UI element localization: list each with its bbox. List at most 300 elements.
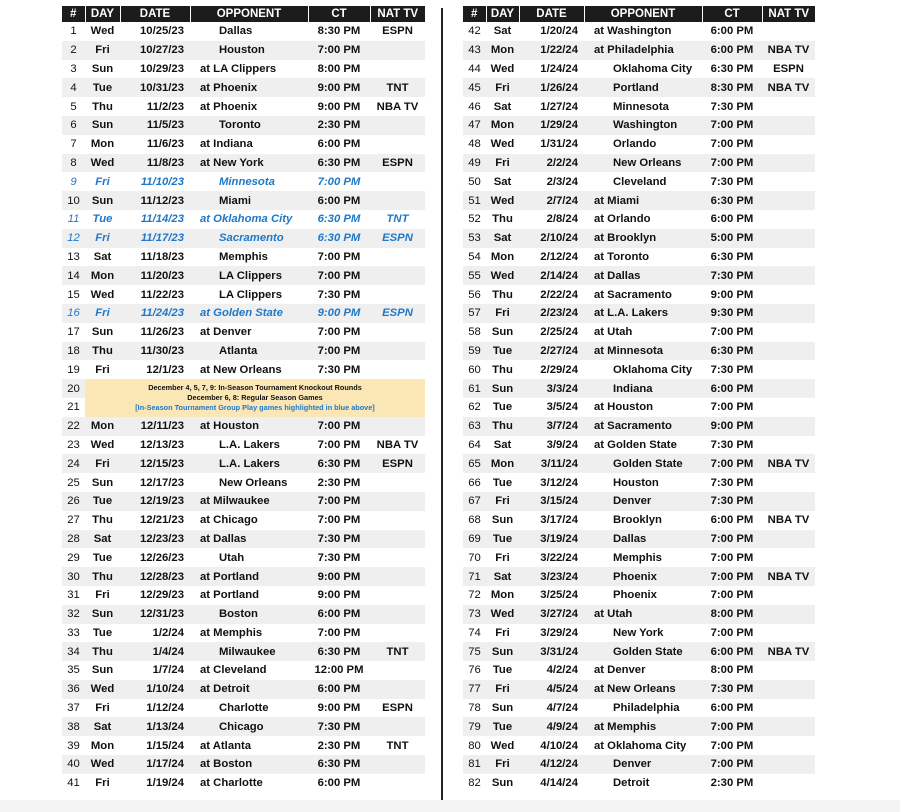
game-nat-tv: ESPN	[370, 229, 425, 248]
table-row	[463, 436, 815, 455]
game-nat-tv	[762, 699, 815, 718]
game-date: 2/12/24	[540, 250, 578, 263]
game-number: 26	[62, 492, 85, 511]
game-time: 7:00 PM	[702, 567, 762, 586]
game-number: 60	[468, 363, 481, 376]
game-date: 4/5/24	[519, 680, 584, 699]
table-row	[463, 454, 815, 473]
game-time: 7:00 PM	[317, 438, 361, 451]
game-opponent: at Denver	[594, 664, 646, 677]
table-row	[62, 436, 425, 455]
game-day: Sun	[91, 326, 114, 339]
game-number: 48	[468, 138, 481, 151]
game-date: 3/5/24	[546, 401, 578, 414]
game-time: 7:00 PM	[710, 326, 754, 339]
table-row	[62, 172, 425, 191]
game-nat-tv	[762, 680, 815, 699]
table-row	[62, 567, 425, 586]
game-opponent: at Dallas	[584, 266, 702, 285]
table-header-row	[463, 6, 815, 22]
game-time: 7:30 PM	[710, 175, 754, 188]
table-row	[62, 417, 425, 436]
game-day: Tue	[486, 717, 519, 736]
game-number: 72	[468, 589, 481, 602]
game-time: 6:00 PM	[308, 605, 370, 624]
game-date: 3/17/24	[540, 514, 578, 527]
game-day: Tue	[486, 530, 519, 549]
game-time: 7:00 PM	[317, 250, 361, 263]
game-opponent: Atlanta	[190, 342, 308, 361]
game-date: 1/26/24	[519, 78, 584, 97]
game-date: 3/25/24	[540, 589, 578, 602]
game-opponent: at Phoenix	[200, 100, 258, 113]
game-number: 43	[463, 41, 486, 60]
game-number: 3	[70, 62, 77, 75]
game-number: 34	[62, 642, 85, 661]
game-date: 12/26/23	[140, 551, 184, 564]
note-line3: [In-Season Tournament Group Play games highlighted in blue above]	[135, 402, 375, 412]
header-ct: CT	[702, 6, 762, 22]
game-date: 1/24/24	[540, 62, 578, 75]
game-date: 3/19/24	[519, 530, 584, 549]
game-nat-tv: NBA TV	[376, 438, 419, 451]
column-divider	[441, 8, 443, 804]
game-day: Fri	[85, 304, 120, 323]
table-row	[463, 624, 815, 643]
game-time: 6:30 PM	[702, 191, 762, 210]
game-number: 40	[62, 755, 85, 774]
game-date: 1/17/24	[120, 755, 190, 774]
game-number: 24	[62, 454, 85, 473]
game-nat-tv	[762, 736, 815, 755]
game-nat-tv	[762, 248, 815, 267]
game-opponent: at Portland	[200, 589, 259, 602]
table-row	[463, 154, 815, 173]
table-row	[62, 360, 425, 379]
table-row	[463, 248, 815, 267]
game-date: 2/25/24	[540, 326, 578, 339]
game-day: Thu	[492, 363, 513, 376]
table-row	[463, 473, 815, 492]
table-row	[463, 304, 815, 323]
game-date: 2/8/24	[546, 213, 578, 226]
game-date: 11/6/23	[146, 138, 184, 151]
header-ct: CT	[308, 6, 370, 22]
game-opponent: Sacramento	[190, 229, 308, 248]
game-opponent: New Orleans	[219, 476, 288, 489]
game-date: 3/27/24	[519, 605, 584, 624]
game-number: 8	[62, 154, 85, 173]
game-date: 12/15/23	[120, 454, 190, 473]
game-opponent: Miami	[190, 191, 308, 210]
game-date: 12/31/23	[120, 605, 190, 624]
game-day: Sun	[91, 62, 114, 75]
game-time: 7:00 PM	[702, 116, 762, 135]
game-opponent: at Sacramento	[584, 417, 702, 436]
table-row	[62, 304, 425, 323]
table-row	[463, 285, 815, 304]
game-time: 7:30 PM	[317, 288, 361, 301]
game-opponent: at Memphis	[584, 717, 702, 736]
game-time: 9:00 PM	[317, 100, 361, 113]
game-date: 10/27/23	[120, 41, 190, 60]
game-opponent: Chicago	[190, 717, 308, 736]
game-time: 9:00 PM	[317, 589, 361, 602]
game-time: 8:30 PM	[317, 25, 361, 38]
table-row	[62, 774, 425, 793]
header-num: #	[463, 6, 486, 22]
page-bottom-bar	[0, 800, 900, 812]
game-time: 6:30 PM	[308, 454, 370, 473]
game-number: 59	[463, 342, 486, 361]
table-row	[62, 342, 425, 361]
game-opponent: Memphis	[219, 250, 268, 263]
game-time: 6:00 PM	[710, 514, 754, 527]
game-date: 12/11/23	[120, 417, 190, 436]
tournament-note	[85, 379, 425, 417]
table-row	[463, 548, 815, 567]
table-row	[463, 229, 815, 248]
game-nat-tv	[762, 586, 815, 605]
game-day: Sun	[486, 379, 519, 398]
game-day: Wed	[486, 191, 519, 210]
game-nat-tv	[370, 116, 425, 135]
game-time: 7:00 PM	[710, 401, 754, 414]
game-nat-tv	[762, 266, 815, 285]
game-date: 3/12/24	[540, 476, 578, 489]
table-row	[62, 191, 425, 210]
game-nat-tv: ESPN	[382, 702, 413, 715]
game-day: Wed	[85, 154, 120, 173]
game-nat-tv	[370, 266, 425, 285]
game-nat-tv	[762, 116, 815, 135]
game-day: Wed	[486, 266, 519, 285]
table-row	[463, 755, 815, 774]
table-row	[463, 398, 815, 417]
game-date: 1/7/24	[152, 664, 184, 677]
game-opponent: at Boston	[190, 755, 308, 774]
game-time: 6:30 PM	[710, 250, 754, 263]
table-row	[62, 229, 425, 248]
game-opponent: Philadelphia	[613, 702, 680, 715]
game-opponent: at Toronto	[594, 250, 650, 263]
game-nat-tv	[762, 755, 815, 774]
game-nat-tv	[370, 661, 425, 680]
game-opponent: Washington	[584, 116, 702, 135]
game-number: 20	[62, 379, 85, 398]
game-day: Tue	[92, 551, 113, 564]
game-nat-tv	[370, 417, 425, 436]
game-day: Wed	[90, 25, 115, 38]
game-day: Tue	[486, 342, 519, 361]
game-number: 27	[67, 514, 80, 527]
table-row	[463, 736, 815, 755]
game-date: 3/31/24	[519, 642, 584, 661]
game-day: Sun	[85, 191, 120, 210]
game-date: 12/23/23	[120, 530, 190, 549]
table-row	[463, 41, 815, 60]
game-number: 62	[468, 401, 481, 414]
game-nat-tv	[762, 342, 815, 361]
game-date: 1/27/24	[540, 100, 578, 113]
game-opponent: at Atlanta	[200, 739, 252, 752]
table-row	[463, 172, 815, 191]
game-opponent: Denver	[584, 492, 702, 511]
game-number: 38	[62, 717, 85, 736]
game-time: 7:00 PM	[702, 154, 762, 173]
game-number: 31	[67, 589, 80, 602]
table-row	[62, 661, 425, 680]
game-day: Mon	[90, 739, 115, 752]
table-row	[62, 605, 425, 624]
game-nat-tv	[370, 60, 425, 79]
game-number: 15	[67, 288, 80, 301]
table-row	[62, 135, 425, 154]
game-opponent: Utah	[219, 551, 245, 564]
game-opponent: Phoenix	[584, 567, 702, 586]
game-opponent: Phoenix	[613, 589, 657, 602]
game-date: 12/13/23	[140, 438, 184, 451]
game-time: 7:30 PM	[702, 492, 762, 511]
game-date: 3/23/24	[519, 567, 584, 586]
game-opponent: at New Orleans	[584, 680, 702, 699]
game-number: 33	[67, 626, 80, 639]
game-date: 10/29/23	[140, 62, 184, 75]
table-row	[62, 530, 425, 549]
game-number: 21	[67, 401, 80, 414]
game-number: 13	[67, 250, 80, 263]
game-nat-tv	[370, 605, 425, 624]
game-opponent: at Charlotte	[200, 777, 263, 790]
game-time: 7:00 PM	[308, 492, 370, 511]
table-row	[463, 661, 815, 680]
game-time: 7:30 PM	[710, 363, 754, 376]
game-time: 2:30 PM	[710, 777, 754, 790]
game-time: 7:00 PM	[702, 530, 762, 549]
game-day: Mon	[486, 116, 519, 135]
game-nat-tv	[370, 717, 425, 736]
game-day: Fri	[486, 304, 519, 323]
game-day: Fri	[486, 154, 519, 173]
game-nat-tv	[762, 717, 815, 736]
game-time: 9:00 PM	[308, 304, 370, 323]
game-date: 2/3/24	[546, 175, 578, 188]
game-opponent: Orlando	[613, 138, 657, 151]
game-nat-tv: TNT	[386, 739, 409, 752]
game-day: Sun	[91, 476, 114, 489]
game-number: 78	[468, 702, 481, 715]
game-number: 64	[468, 438, 481, 451]
game-number: 47	[463, 116, 486, 135]
game-time: 7:30 PM	[710, 476, 754, 489]
game-time: 7:00 PM	[710, 551, 754, 564]
game-opponent: at Golden State	[594, 438, 677, 451]
table-row	[62, 22, 425, 41]
game-opponent: at Minnesota	[584, 342, 702, 361]
game-nat-tv: ESPN	[382, 25, 413, 38]
game-nat-tv: NBA TV	[762, 78, 815, 97]
table-row	[62, 586, 425, 605]
table-row	[62, 624, 425, 643]
game-day: Thu	[92, 100, 113, 113]
game-opponent: Golden State	[584, 642, 702, 661]
game-opponent: Portland	[584, 78, 702, 97]
game-day: Thu	[486, 417, 519, 436]
game-number: 23	[67, 438, 80, 451]
game-opponent: at Milwaukee	[190, 492, 308, 511]
table-row	[463, 567, 815, 586]
table-row	[463, 323, 815, 342]
table-row	[463, 135, 815, 154]
game-nat-tv: NBA TV	[762, 454, 815, 473]
table-row	[62, 755, 425, 774]
game-day: Sat	[85, 530, 120, 549]
game-nat-tv	[370, 285, 425, 304]
game-time: 7:00 PM	[710, 589, 754, 602]
game-number: 81	[463, 755, 486, 774]
game-nat-tv: ESPN	[773, 62, 804, 75]
game-time: 8:00 PM	[702, 605, 762, 624]
game-nat-tv	[370, 172, 425, 191]
game-date: 12/1/23	[146, 363, 184, 376]
game-opponent: at Oklahoma City	[594, 739, 687, 752]
game-time: 7:30 PM	[710, 100, 754, 113]
game-number: 19	[67, 363, 80, 376]
game-date: 2/23/24	[519, 304, 584, 323]
table-row	[62, 473, 425, 492]
table-row	[62, 492, 425, 511]
table-row	[463, 586, 815, 605]
game-time: 9:00 PM	[702, 417, 762, 436]
game-time: 7:00 PM	[308, 342, 370, 361]
game-number: 6	[62, 116, 85, 135]
game-opponent: at Memphis	[200, 626, 263, 639]
game-nat-tv	[762, 323, 815, 342]
game-time: 6:00 PM	[702, 41, 762, 60]
game-time: 7:00 PM	[308, 41, 370, 60]
game-day: Thu	[85, 567, 120, 586]
header-nat-tv: NAT TV	[762, 6, 815, 22]
game-time: 7:30 PM	[702, 680, 762, 699]
game-nat-tv	[762, 172, 815, 191]
game-opponent: Denver	[584, 755, 702, 774]
game-opponent: Cleveland	[613, 175, 667, 188]
game-number: 55	[463, 266, 486, 285]
table-row	[463, 492, 815, 511]
game-nat-tv	[370, 680, 425, 699]
game-number: 37	[67, 702, 80, 715]
game-day: Thu	[85, 342, 120, 361]
game-time: 7:00 PM	[710, 138, 754, 151]
game-number: 75	[463, 642, 486, 661]
game-day: Sat	[493, 100, 512, 113]
game-opponent: at Detroit	[190, 680, 308, 699]
game-number: 16	[62, 304, 85, 323]
game-day: Fri	[495, 626, 510, 639]
game-nat-tv	[762, 360, 815, 379]
game-nat-tv	[762, 304, 815, 323]
game-opponent: Milwaukee	[190, 642, 308, 661]
table-row	[62, 116, 425, 135]
table-row	[463, 60, 815, 79]
table-row	[62, 210, 425, 229]
game-day: Mon	[490, 589, 515, 602]
game-day: Fri	[85, 454, 120, 473]
game-number: 14	[62, 266, 85, 285]
game-day: Tue	[492, 401, 513, 414]
game-time: 6:00 PM	[308, 680, 370, 699]
game-nat-tv: NBA TV	[376, 100, 419, 113]
game-date: 11/14/23	[140, 213, 184, 226]
game-day: Mon	[85, 266, 120, 285]
note-line1: December 4, 5, 7, 9: In-Season Tournament Knockout Rounds	[148, 382, 362, 392]
game-nat-tv	[370, 492, 425, 511]
game-opponent: Minnesota	[219, 175, 275, 188]
game-day: Wed	[90, 438, 115, 451]
game-opponent: Dallas	[219, 25, 253, 38]
game-opponent: at Phoenix	[190, 78, 308, 97]
table-row	[463, 774, 815, 793]
game-time: 9:30 PM	[702, 304, 762, 323]
game-day: Fri	[486, 78, 519, 97]
table-row	[463, 717, 815, 736]
table-row	[62, 154, 425, 173]
game-day: Sat	[93, 250, 112, 263]
game-date: 4/14/24	[540, 777, 578, 790]
game-date: 12/29/23	[140, 589, 184, 602]
game-day: Fri	[95, 175, 110, 188]
game-time: 6:00 PM	[710, 25, 754, 38]
game-opponent: at Denver	[200, 326, 252, 339]
game-nat-tv	[762, 285, 815, 304]
game-date: 11/22/23	[140, 288, 184, 301]
game-time: 5:00 PM	[702, 229, 762, 248]
game-date: 2/29/24	[540, 363, 578, 376]
table-row	[463, 605, 815, 624]
table-header-row	[62, 6, 425, 22]
game-date: 1/10/24	[120, 680, 190, 699]
game-opponent: at Dallas	[190, 530, 308, 549]
table-row	[463, 417, 815, 436]
table-row	[62, 323, 425, 342]
game-nat-tv: NBA TV	[762, 642, 815, 661]
game-number: 67	[463, 492, 486, 511]
game-nat-tv	[762, 492, 815, 511]
game-time: 9:00 PM	[710, 288, 754, 301]
game-number: 82	[468, 777, 481, 790]
table-row	[463, 116, 815, 135]
game-day: Mon	[85, 417, 120, 436]
game-opponent: at Houston	[190, 417, 308, 436]
game-nat-tv: NBA TV	[762, 567, 815, 586]
game-number: 45	[463, 78, 486, 97]
game-day: Tue	[92, 626, 113, 639]
game-time: 6:30 PM	[702, 342, 762, 361]
game-number: 12	[62, 229, 85, 248]
game-opponent: Houston	[613, 476, 659, 489]
game-date: 1/13/24	[120, 717, 190, 736]
game-time: 6:30 PM	[710, 62, 754, 75]
game-nat-tv	[370, 624, 425, 643]
game-number: 1	[70, 25, 77, 38]
game-day: Fri	[95, 777, 110, 790]
game-time: 7:00 PM	[317, 326, 361, 339]
game-day: Fri	[95, 589, 110, 602]
game-day: Sun	[491, 777, 514, 790]
game-number: 32	[62, 605, 85, 624]
game-opponent: at Philadelphia	[584, 41, 702, 60]
game-time: 6:30 PM	[308, 154, 370, 173]
